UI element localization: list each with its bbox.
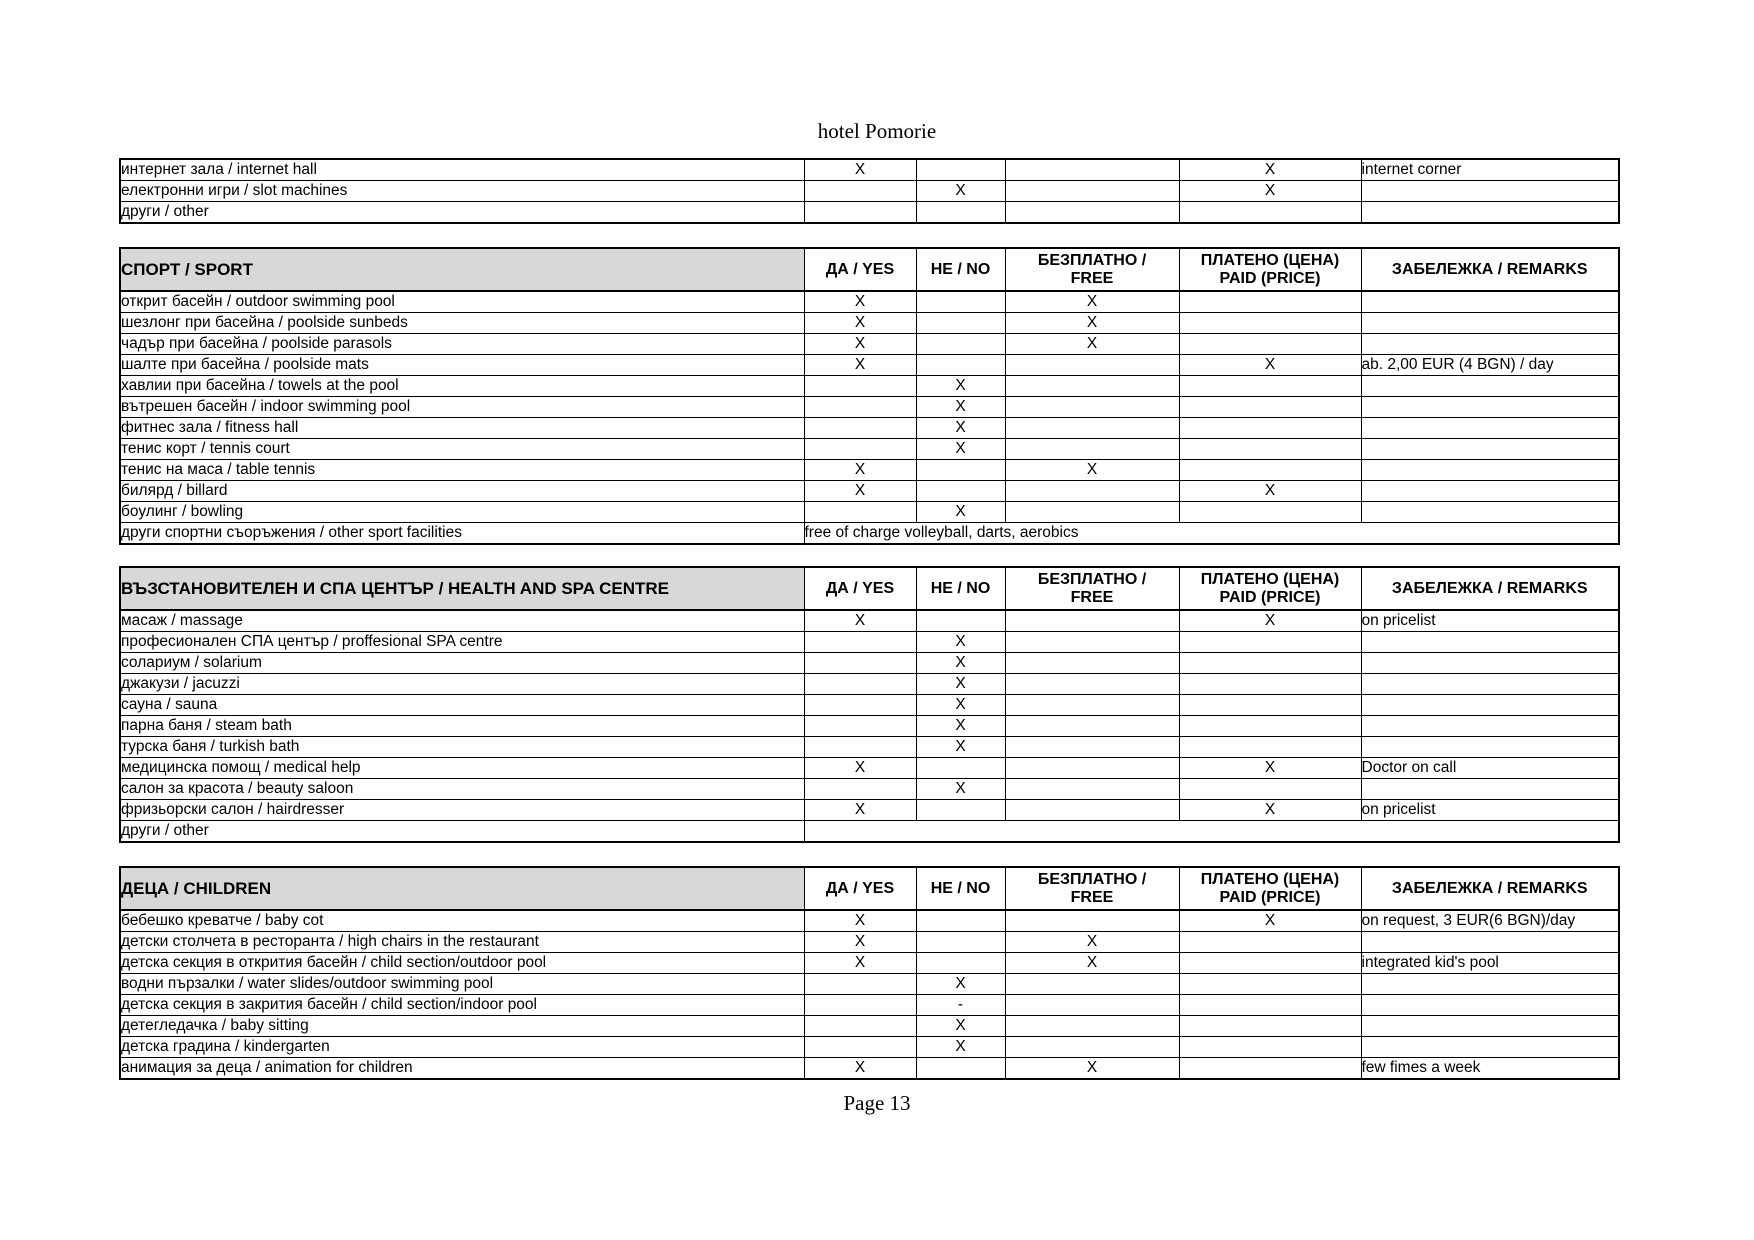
no-mark: X xyxy=(916,397,1005,418)
col-header-paid-line1: ПЛАТЕНО (ЦЕНА) xyxy=(1200,251,1340,269)
yes-mark: X xyxy=(804,355,916,376)
yes-mark: X xyxy=(804,313,916,334)
col-header-paid xyxy=(1179,867,1361,910)
yes-mark xyxy=(804,995,916,1016)
yes-mark: X xyxy=(804,291,916,313)
remark-cell xyxy=(1361,974,1619,995)
yes-mark xyxy=(804,695,916,716)
no-mark: X xyxy=(916,716,1005,737)
no-mark xyxy=(916,610,1005,632)
facility-label: турска баня / turkish bath xyxy=(120,737,804,758)
yes-mark xyxy=(804,376,916,397)
paid-mark xyxy=(1179,779,1361,800)
free-mark: X xyxy=(1005,460,1179,481)
facility-table xyxy=(119,866,1620,1080)
no-mark: X xyxy=(916,502,1005,523)
free-mark xyxy=(1005,202,1179,224)
paid-mark xyxy=(1179,1058,1361,1080)
page-title: hotel Pomorie xyxy=(817,119,937,143)
table-row xyxy=(120,291,1619,313)
remark-cell: Doctor on call xyxy=(1361,758,1619,779)
facility-label: вътрешен басейн / indoor swimming pool xyxy=(120,397,804,418)
yes-mark: X xyxy=(804,334,916,355)
facility-label: детска секция в закрития басейн / child section/indoor pool xyxy=(120,995,804,1016)
paid-mark xyxy=(1179,418,1361,439)
facility-label: открит басейн / outdoor swimming pool xyxy=(120,291,804,313)
table-row xyxy=(120,632,1619,653)
table-row xyxy=(120,397,1619,418)
no-mark: X xyxy=(916,632,1005,653)
table-row xyxy=(120,159,1619,181)
table-row xyxy=(120,610,1619,632)
paid-mark xyxy=(1179,1016,1361,1037)
facility-label: професионален СПА център / proffesional SPA centre xyxy=(120,632,804,653)
facility-label: фризьорски салон / hairdresser xyxy=(120,800,804,821)
col-header-paid-line2: PAID (PRICE) xyxy=(1219,888,1321,906)
remark-cell xyxy=(1361,779,1619,800)
remark-cell xyxy=(1361,202,1619,224)
paid-mark xyxy=(1179,737,1361,758)
table-row xyxy=(120,974,1619,995)
header-row xyxy=(120,248,1619,291)
remark-cell xyxy=(1361,695,1619,716)
facility-label: анимация за деца / animation for children xyxy=(120,1058,804,1080)
col-header-free-line1: БЕЗПЛАТНО / xyxy=(1037,251,1147,269)
free-mark xyxy=(1005,758,1179,779)
remark-cell: on pricelist xyxy=(1361,800,1619,821)
no-mark: X xyxy=(916,974,1005,995)
free-mark xyxy=(1005,355,1179,376)
free-mark xyxy=(1005,376,1179,397)
paid-mark: X xyxy=(1179,181,1361,202)
no-mark xyxy=(916,932,1005,953)
paid-mark xyxy=(1179,1037,1361,1058)
table-row xyxy=(120,181,1619,202)
merged-note xyxy=(804,821,1619,843)
yes-mark: X xyxy=(804,953,916,974)
col-header-free xyxy=(1005,567,1179,610)
facility-label: детска секция в открития басейн / child section/outdoor pool xyxy=(120,953,804,974)
table-row xyxy=(120,334,1619,355)
facilities-table-misc xyxy=(119,158,1620,224)
free-mark xyxy=(1005,418,1179,439)
free-mark xyxy=(1005,910,1179,932)
yes-mark xyxy=(804,502,916,523)
header-row xyxy=(120,867,1619,910)
table-row xyxy=(120,523,1619,545)
yes-mark: X xyxy=(804,159,916,181)
no-mark: X xyxy=(916,439,1005,460)
header-row xyxy=(120,567,1619,610)
yes-mark xyxy=(804,181,916,202)
paid-mark: X xyxy=(1179,758,1361,779)
facilities-table-sport xyxy=(119,247,1620,545)
no-mark: X xyxy=(916,1037,1005,1058)
table-row xyxy=(120,653,1619,674)
paid-mark xyxy=(1179,502,1361,523)
free-mark xyxy=(1005,653,1179,674)
col-header-remarks: ЗАБЕЛЕЖКА / REMARKS xyxy=(1361,867,1619,910)
facility-label: други / other xyxy=(120,202,804,224)
free-mark xyxy=(1005,181,1179,202)
table-row xyxy=(120,418,1619,439)
table-row xyxy=(120,1058,1619,1080)
table-row xyxy=(120,995,1619,1016)
no-mark xyxy=(916,481,1005,502)
remark-cell xyxy=(1361,1037,1619,1058)
facility-label: други спортни съоръжения / other sport facilities xyxy=(120,523,804,545)
paid-mark: X xyxy=(1179,800,1361,821)
table-row xyxy=(120,695,1619,716)
yes-mark: X xyxy=(804,460,916,481)
table-row xyxy=(120,502,1619,523)
yes-mark xyxy=(804,202,916,224)
no-mark: - xyxy=(916,995,1005,1016)
remark-cell xyxy=(1361,291,1619,313)
yes-mark xyxy=(804,974,916,995)
free-mark xyxy=(1005,995,1179,1016)
facility-label: шезлонг при басейна / poolside sunbeds xyxy=(120,313,804,334)
paid-mark xyxy=(1179,974,1361,995)
free-mark xyxy=(1005,974,1179,995)
paid-mark xyxy=(1179,953,1361,974)
col-header-free-line2: FREE xyxy=(1070,269,1114,287)
remark-cell xyxy=(1361,632,1619,653)
no-mark xyxy=(916,159,1005,181)
remark-cell xyxy=(1361,995,1619,1016)
section-title: СПОРТ / SPORT xyxy=(120,248,804,291)
col-header-free-line1: БЕЗПЛАТНО / xyxy=(1037,570,1147,588)
table-row xyxy=(120,910,1619,932)
section-title: ВЪЗСТАНОВИТЕЛЕН И СПА ЦЕНТЪР / HEALTH AND SPA CENTRE xyxy=(120,567,804,610)
yes-mark xyxy=(804,439,916,460)
free-mark xyxy=(1005,674,1179,695)
paid-mark: X xyxy=(1179,355,1361,376)
table-row xyxy=(120,202,1619,224)
remark-cell xyxy=(1361,716,1619,737)
table-row xyxy=(120,821,1619,843)
yes-mark xyxy=(804,632,916,653)
paid-mark: X xyxy=(1179,910,1361,932)
col-header-no: НЕ / NO xyxy=(916,867,1005,910)
table-row xyxy=(120,1037,1619,1058)
free-mark xyxy=(1005,159,1179,181)
paid-mark xyxy=(1179,334,1361,355)
facility-label: билярд / billard xyxy=(120,481,804,502)
facility-label: медицинска помощ / medical help xyxy=(120,758,804,779)
free-mark: X xyxy=(1005,313,1179,334)
col-header-remarks: ЗАБЕЛЕЖКА / REMARKS xyxy=(1361,567,1619,610)
table-row xyxy=(120,355,1619,376)
no-mark xyxy=(916,313,1005,334)
no-mark: X xyxy=(916,418,1005,439)
yes-mark xyxy=(804,1016,916,1037)
no-mark: X xyxy=(916,1016,1005,1037)
paid-mark xyxy=(1179,202,1361,224)
facility-table xyxy=(119,247,1620,545)
no-mark xyxy=(916,355,1005,376)
paid-mark xyxy=(1179,995,1361,1016)
free-mark: X xyxy=(1005,291,1179,313)
free-mark xyxy=(1005,800,1179,821)
table-row xyxy=(120,481,1619,502)
no-mark xyxy=(916,1058,1005,1080)
remark-cell xyxy=(1361,181,1619,202)
remark-cell xyxy=(1361,481,1619,502)
paid-mark xyxy=(1179,632,1361,653)
table-row xyxy=(120,376,1619,397)
remark-cell xyxy=(1361,439,1619,460)
facility-label: електронни игри / slot machines xyxy=(120,181,804,202)
paid-mark: X xyxy=(1179,610,1361,632)
facility-label: боулинг / bowling xyxy=(120,502,804,523)
no-mark xyxy=(916,334,1005,355)
table-row xyxy=(120,460,1619,481)
table-row xyxy=(120,953,1619,974)
paid-mark xyxy=(1179,695,1361,716)
no-mark xyxy=(916,202,1005,224)
free-mark xyxy=(1005,610,1179,632)
paid-mark xyxy=(1179,716,1361,737)
facility-label: фитнес зала / fitness hall xyxy=(120,418,804,439)
remark-cell xyxy=(1361,313,1619,334)
no-mark: X xyxy=(916,674,1005,695)
col-header-free xyxy=(1005,867,1179,910)
paid-mark xyxy=(1179,313,1361,334)
no-mark: X xyxy=(916,695,1005,716)
facility-label: детски столчета в ресторанта / high chairs in the restaurant xyxy=(120,932,804,953)
yes-mark: X xyxy=(804,800,916,821)
section-title: ДЕЦА / CHILDREN xyxy=(120,867,804,910)
free-mark xyxy=(1005,1037,1179,1058)
col-header-no: НЕ / NO xyxy=(916,248,1005,291)
page-number: Page 13 xyxy=(843,1091,911,1115)
free-mark xyxy=(1005,779,1179,800)
yes-mark: X xyxy=(804,910,916,932)
facility-label: интернет зала / internet hall xyxy=(120,159,804,181)
facility-label: тенис корт / tennis court xyxy=(120,439,804,460)
remark-cell xyxy=(1361,674,1619,695)
free-mark xyxy=(1005,716,1179,737)
col-header-free-line2: FREE xyxy=(1070,588,1114,606)
remark-cell xyxy=(1361,460,1619,481)
remark-cell xyxy=(1361,397,1619,418)
free-mark xyxy=(1005,502,1179,523)
facility-label: сауна / sauna xyxy=(120,695,804,716)
yes-mark: X xyxy=(804,1058,916,1080)
yes-mark xyxy=(804,397,916,418)
facility-label: джакузи / jacuzzi xyxy=(120,674,804,695)
free-mark xyxy=(1005,737,1179,758)
no-mark: X xyxy=(916,737,1005,758)
table-row xyxy=(120,716,1619,737)
paid-mark xyxy=(1179,291,1361,313)
col-header-paid-line1: ПЛАТЕНО (ЦЕНА) xyxy=(1200,870,1340,888)
remark-cell xyxy=(1361,502,1619,523)
table-row xyxy=(120,800,1619,821)
facility-label: салон за красота / beauty saloon xyxy=(120,779,804,800)
free-mark xyxy=(1005,397,1179,418)
free-mark: X xyxy=(1005,1058,1179,1080)
remark-cell xyxy=(1361,737,1619,758)
facility-label: тенис на маса / table tennis xyxy=(120,460,804,481)
yes-mark xyxy=(804,1037,916,1058)
col-header-paid-line2: PAID (PRICE) xyxy=(1219,588,1321,606)
table-row xyxy=(120,737,1619,758)
paid-mark xyxy=(1179,376,1361,397)
yes-mark xyxy=(804,653,916,674)
remark-cell xyxy=(1361,376,1619,397)
free-mark xyxy=(1005,695,1179,716)
col-header-paid-line1: ПЛАТЕНО (ЦЕНА) xyxy=(1200,570,1340,588)
no-mark xyxy=(916,291,1005,313)
facility-table xyxy=(119,566,1620,843)
yes-mark xyxy=(804,418,916,439)
facility-label: бебешко креватче / baby cot xyxy=(120,910,804,932)
yes-mark: X xyxy=(804,932,916,953)
no-mark xyxy=(916,460,1005,481)
yes-mark xyxy=(804,716,916,737)
no-mark xyxy=(916,758,1005,779)
table-row xyxy=(120,674,1619,695)
no-mark: X xyxy=(916,181,1005,202)
yes-mark xyxy=(804,674,916,695)
col-header-free xyxy=(1005,248,1179,291)
col-header-yes: ДА / YES xyxy=(804,867,916,910)
facility-label: чадър при басейна / poolside parasols xyxy=(120,334,804,355)
free-mark xyxy=(1005,481,1179,502)
free-mark: X xyxy=(1005,953,1179,974)
paid-mark xyxy=(1179,932,1361,953)
facilities-table-children xyxy=(119,866,1620,1080)
col-header-no: НЕ / NO xyxy=(916,567,1005,610)
facility-label: хавлии при басейна / towels at the pool xyxy=(120,376,804,397)
free-mark xyxy=(1005,632,1179,653)
facility-label: солариум / solarium xyxy=(120,653,804,674)
col-header-free-line2: FREE xyxy=(1070,888,1114,906)
paid-mark: X xyxy=(1179,481,1361,502)
table-row xyxy=(120,779,1619,800)
yes-mark: X xyxy=(804,610,916,632)
table-row xyxy=(120,439,1619,460)
paid-mark xyxy=(1179,674,1361,695)
remark-cell: ab. 2,00 EUR (4 BGN) / day xyxy=(1361,355,1619,376)
remark-cell: on pricelist xyxy=(1361,610,1619,632)
table-row xyxy=(120,313,1619,334)
col-header-yes: ДА / YES xyxy=(804,567,916,610)
yes-mark xyxy=(804,779,916,800)
facility-label: шалте при басейна / poolside mats xyxy=(120,355,804,376)
table-row xyxy=(120,932,1619,953)
facility-table xyxy=(119,158,1620,224)
no-mark: X xyxy=(916,376,1005,397)
free-mark xyxy=(1005,439,1179,460)
yes-mark: X xyxy=(804,481,916,502)
remark-cell: internet corner xyxy=(1361,159,1619,181)
paid-mark: X xyxy=(1179,159,1361,181)
col-header-paid-line2: PAID (PRICE) xyxy=(1219,269,1321,287)
no-mark xyxy=(916,910,1005,932)
free-mark: X xyxy=(1005,334,1179,355)
free-mark: X xyxy=(1005,932,1179,953)
no-mark: X xyxy=(916,653,1005,674)
facility-label: водни пързалки / water slides/outdoor swimming pool xyxy=(120,974,804,995)
remark-cell xyxy=(1361,1016,1619,1037)
remark-cell: integrated kid's pool xyxy=(1361,953,1619,974)
col-header-remarks: ЗАБЕЛЕЖКА / REMARKS xyxy=(1361,248,1619,291)
no-mark: X xyxy=(916,779,1005,800)
paid-mark xyxy=(1179,397,1361,418)
facility-label: детска градина / kindergarten xyxy=(120,1037,804,1058)
col-header-paid xyxy=(1179,248,1361,291)
remark-cell xyxy=(1361,334,1619,355)
paid-mark xyxy=(1179,439,1361,460)
facility-label: парна баня / steam bath xyxy=(120,716,804,737)
yes-mark: X xyxy=(804,758,916,779)
paid-mark xyxy=(1179,653,1361,674)
remark-cell xyxy=(1361,653,1619,674)
remark-cell: few fimes a week xyxy=(1361,1058,1619,1080)
facility-label: детегледачка / baby sitting xyxy=(120,1016,804,1037)
remark-cell: on request, 3 EUR(6 BGN)/day xyxy=(1361,910,1619,932)
facilities-table-spa xyxy=(119,566,1620,843)
facility-label: други / other xyxy=(120,821,804,843)
free-mark xyxy=(1005,1016,1179,1037)
yes-mark xyxy=(804,737,916,758)
facility-label: масаж / massage xyxy=(120,610,804,632)
table-row xyxy=(120,1016,1619,1037)
col-header-yes: ДА / YES xyxy=(804,248,916,291)
col-header-free-line1: БЕЗПЛАТНО / xyxy=(1037,870,1147,888)
table-row xyxy=(120,758,1619,779)
no-mark xyxy=(916,953,1005,974)
paid-mark xyxy=(1179,460,1361,481)
col-header-paid xyxy=(1179,567,1361,610)
merged-note: free of charge volleyball, darts, aerobics xyxy=(804,523,1619,545)
no-mark xyxy=(916,800,1005,821)
remark-cell xyxy=(1361,418,1619,439)
remark-cell xyxy=(1361,932,1619,953)
